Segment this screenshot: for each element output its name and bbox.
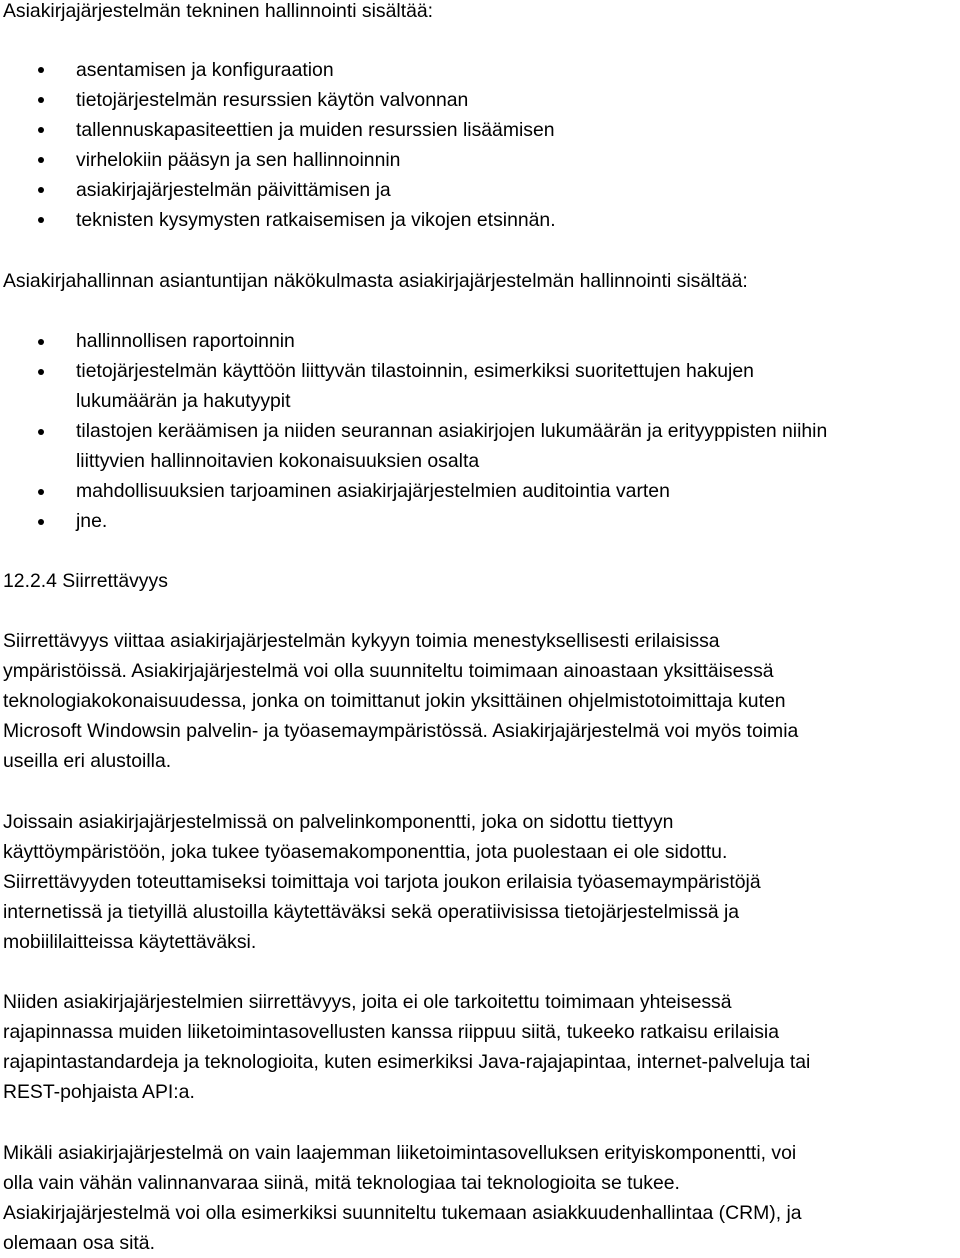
paragraph-line: internetissä ja tietyillä alustoilla käytettäväksi sekä operatiivisissa tietojärjestelmissä ja <box>3 901 740 923</box>
section2-intro: Asiakirjahallinnan asiantuntijan näkökulmasta asiakirjajärjestelmän hallinnointi sisältää: <box>3 270 748 292</box>
paragraph-line: Mikäli asiakirjajärjestelmä on vain laajemman liiketoimintasovelluksen erityiskomponentti, voi <box>3 1142 797 1164</box>
paragraph-line: Asiakirjajärjestelmä voi olla esimerkiksi suunniteltu tukemaan asiakkuudenhallintaa (CRM), ja <box>3 1202 802 1224</box>
list-item: teknisten kysymysten ratkaisemisen ja vikojen etsinnän. <box>76 209 556 231</box>
list-item: asentamisen ja konfiguraation <box>76 59 334 81</box>
list-item: tietojärjestelmän käyttöön liittyvän tilastoinnin, esimerkiksi suoritettujen hakujen <box>76 360 754 382</box>
list-item-continuation: lukumäärän ja hakutyypit <box>76 390 291 412</box>
bullet-icon <box>38 97 44 103</box>
paragraph-line: Joissain asiakirjajärjestelmissä on palvelinkomponentti, joka on sidottu tiettyyn <box>3 811 674 833</box>
paragraph-line: teknologiakokonaisuudessa, jonka on toimittanut jokin yksittäinen ohjelmistotoimittaja kuten <box>3 690 786 712</box>
bullet-icon <box>38 339 44 345</box>
list-item: tilastojen keräämisen ja niiden seurannan asiakirjojen lukumäärän ja erityyppisten niihin <box>76 420 828 442</box>
bullet-icon <box>38 127 44 133</box>
list-item: virhelokiin pääsyn ja sen hallinnoinnin <box>76 149 401 171</box>
paragraph-line: Siirrettävyyden toteuttamiseksi toimittaja voi tarjota joukon erilaisia työasemaympäristöjä <box>3 871 761 893</box>
section1-intro: Asiakirjajärjestelmän tekninen hallinnointi sisältää: <box>3 0 434 22</box>
paragraph-line: Siirrettävyys viittaa asiakirjajärjestelmän kykyyn toimia menestyksellisesti erilaisissa <box>3 630 720 652</box>
paragraph-line: rajapintastandardeja ja teknologioita, kuten esimerkiksi Java-rajajapintaa, internet-palveluja tai <box>3 1051 811 1073</box>
paragraph-line: REST-pohjaista API:a. <box>3 1081 195 1103</box>
bullet-icon <box>38 217 44 223</box>
paragraph-line: Microsoft Windowsin palvelin- ja työasemaympäristössä. Asiakirjajärjestelmä voi myös toimia <box>3 720 799 742</box>
bullet-icon <box>38 519 44 525</box>
paragraph-line: ympäristöissä. Asiakirjajärjestelmä voi olla suunniteltu toimimaan ainoastaan yksittäisessä <box>3 660 774 682</box>
list-item: mahdollisuuksien tarjoaminen asiakirjajärjestelmien auditointia varten <box>76 480 670 502</box>
list-item: tietojärjestelmän resurssien käytön valvonnan <box>76 89 469 111</box>
bullet-icon <box>38 187 44 193</box>
list-item: asiakirjajärjestelmän päivittämisen ja <box>76 179 391 201</box>
paragraph-line: useilla eri alustoilla. <box>3 750 172 772</box>
section-heading: 12.2.4 Siirrettävyys <box>3 570 168 592</box>
bullet-icon <box>38 429 44 435</box>
list-item: hallinnollisen raportoinnin <box>76 330 295 352</box>
paragraph-line: käyttöympäristöön, joka tukee työasemakomponenttia, jota puolestaan ei ole sidottu. <box>3 841 728 863</box>
list-item-continuation: liittyvien hallinnoitavien kokonaisuuksien osalta <box>76 450 480 472</box>
list-item: jne. <box>76 510 108 532</box>
bullet-icon <box>38 157 44 163</box>
list-item: tallennuskapasiteettien ja muiden resurssien lisäämisen <box>76 119 555 141</box>
paragraph-line: olla vain vähän valinnanvaraa siinä, mitä teknologiaa tai teknologioita se tukee. <box>3 1172 680 1194</box>
bullet-icon <box>38 67 44 73</box>
paragraph-line: Niiden asiakirjajärjestelmien siirrettävyys, joita ei ole tarkoitettu toimimaan yhteisessä <box>3 991 732 1013</box>
bullet-icon <box>38 489 44 495</box>
paragraph-line: olemaan osa sitä. <box>3 1232 155 1254</box>
bullet-icon <box>38 369 44 375</box>
paragraph-line: mobiililaitteissa käytettäväksi. <box>3 931 257 953</box>
paragraph-line: rajapinnassa muiden liiketoimintasovellusten kanssa riippuu siitä, tukeeko ratkaisu erilaisia <box>3 1021 780 1043</box>
